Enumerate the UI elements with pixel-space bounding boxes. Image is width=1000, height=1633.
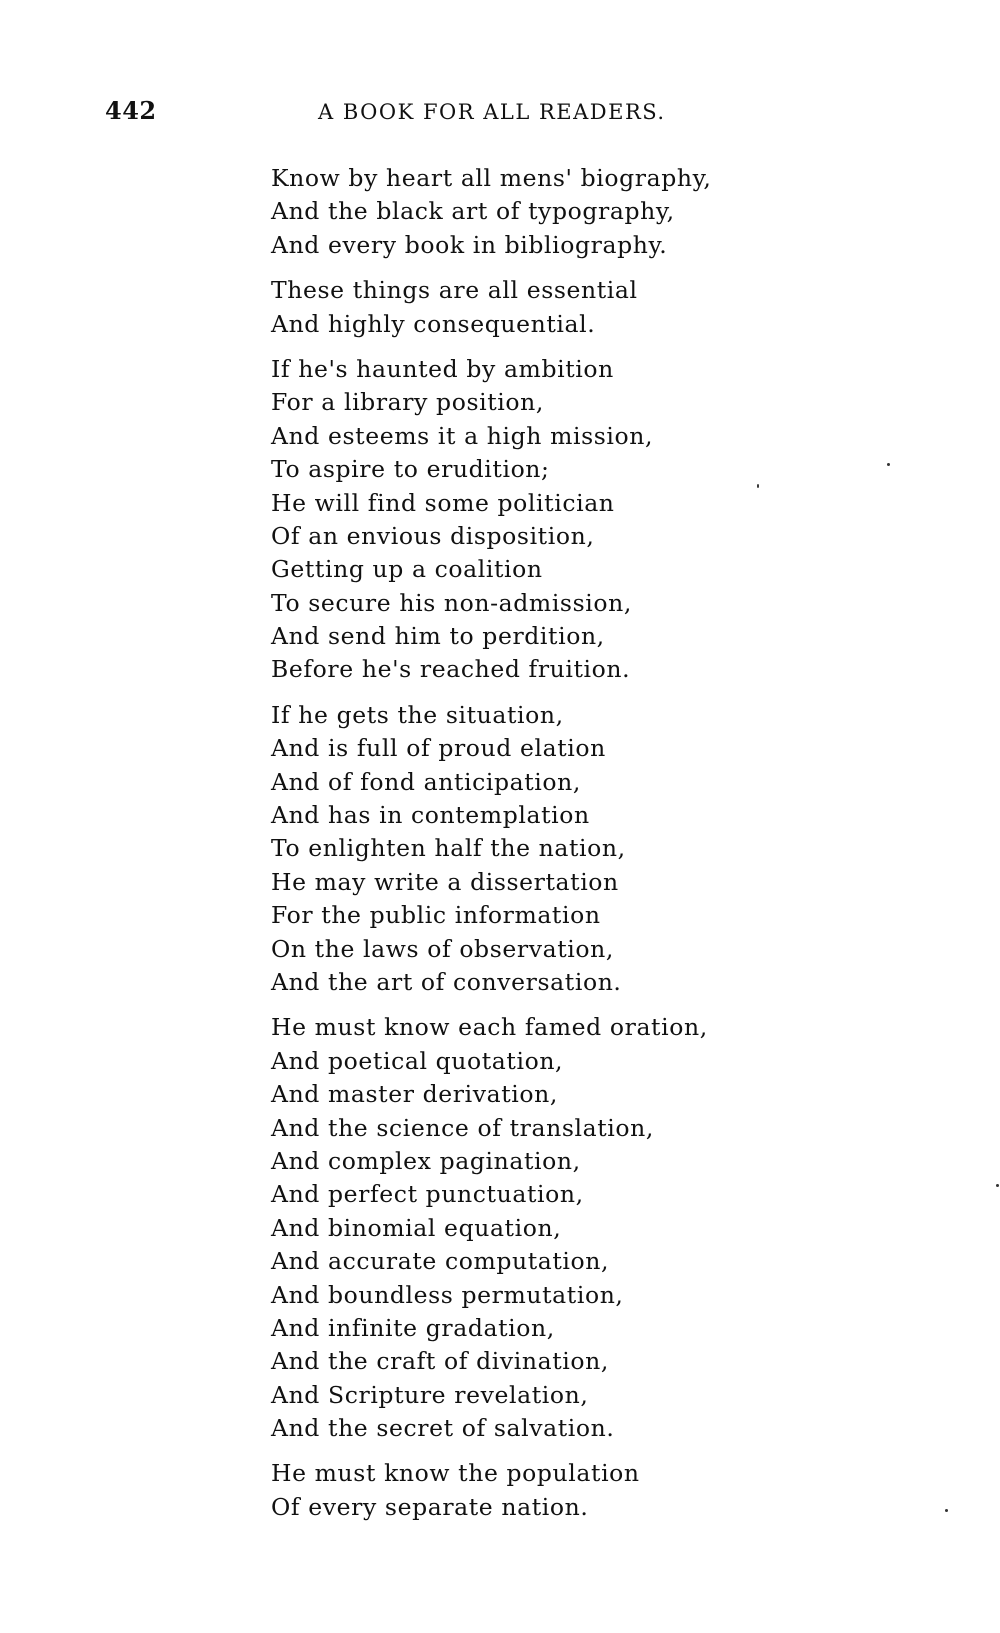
stanza [271, 353, 831, 687]
poem-line: On the laws of observation, [271, 934, 614, 963]
poem-line: Of every separate nation. [271, 1492, 589, 1521]
poem-line: For the public information [271, 901, 601, 930]
poem-line: If he gets the situation, [271, 700, 564, 729]
poem-line: He will find some politician [271, 488, 615, 517]
poem-line: Getting up a coalition [271, 555, 543, 584]
poem-line: These things are all essential [271, 276, 638, 305]
poem-line: And send him to perdition, [271, 622, 605, 651]
poem-line: And binomial equation, [271, 1213, 562, 1242]
poem-line: To enlighten half the nation, [271, 834, 626, 863]
poem-line: He may write a dissertation [271, 867, 619, 896]
stanza [271, 699, 831, 1000]
page-header [0, 96, 1000, 136]
poem-line: He must know each famed oration, [271, 1013, 708, 1042]
poem-line: And Scripture revelation, [271, 1380, 589, 1409]
stanza [271, 274, 831, 341]
stanza [271, 1011, 831, 1445]
poem-line: And the secret of salvation. [271, 1414, 615, 1443]
scan-speck [757, 484, 759, 488]
poem-line: And every book in bibliography. [271, 230, 668, 259]
poem-line: And perfect punctuation, [271, 1180, 584, 1209]
poem-line: And boundless permutation, [271, 1280, 624, 1309]
poem-line: To aspire to erudition; [271, 455, 550, 484]
poem-line: Before he's reached fruition. [271, 655, 631, 684]
poem-line: Of an envious disposition, [271, 521, 595, 550]
poem-line: And accurate computation, [271, 1247, 610, 1276]
poem-line: And poetical quotation, [271, 1046, 564, 1075]
page-number: 442 [105, 96, 157, 125]
poem-line: And esteems it a high mission, [271, 421, 654, 450]
scan-speck [887, 463, 890, 466]
poem-line: To secure his non-admission, [271, 588, 632, 617]
poem-line: For a library position, [271, 388, 544, 417]
poem-line: And highly consequential. [271, 309, 596, 338]
poem-line: And the science of translation, [271, 1113, 654, 1142]
scan-speck [996, 1184, 999, 1187]
poem-line: And has in contemplation [271, 801, 590, 830]
poem-line: And master derivation, [271, 1080, 558, 1109]
scan-speck [945, 1509, 948, 1512]
poem [271, 162, 831, 1536]
poem-line: And of fond anticipation, [271, 767, 581, 796]
poem-line: And the craft of divination, [271, 1347, 609, 1376]
poem-line: And infinite gradation, [271, 1313, 555, 1342]
poem-line: Know by heart all mens' biography, [271, 164, 712, 192]
running-title: A BOOK FOR ALL READERS. [318, 100, 666, 124]
poem-line: And the black art of typography, [271, 197, 675, 226]
poem-line: And complex pagination, [271, 1146, 581, 1175]
stanza [271, 1457, 831, 1524]
poem-line: He must know the population [271, 1459, 640, 1488]
poem-line: If he's haunted by ambition [271, 354, 614, 383]
poem-line: And is full of proud elation [271, 734, 606, 763]
stanza [271, 162, 831, 262]
poem-line: And the art of conversation. [271, 967, 622, 996]
